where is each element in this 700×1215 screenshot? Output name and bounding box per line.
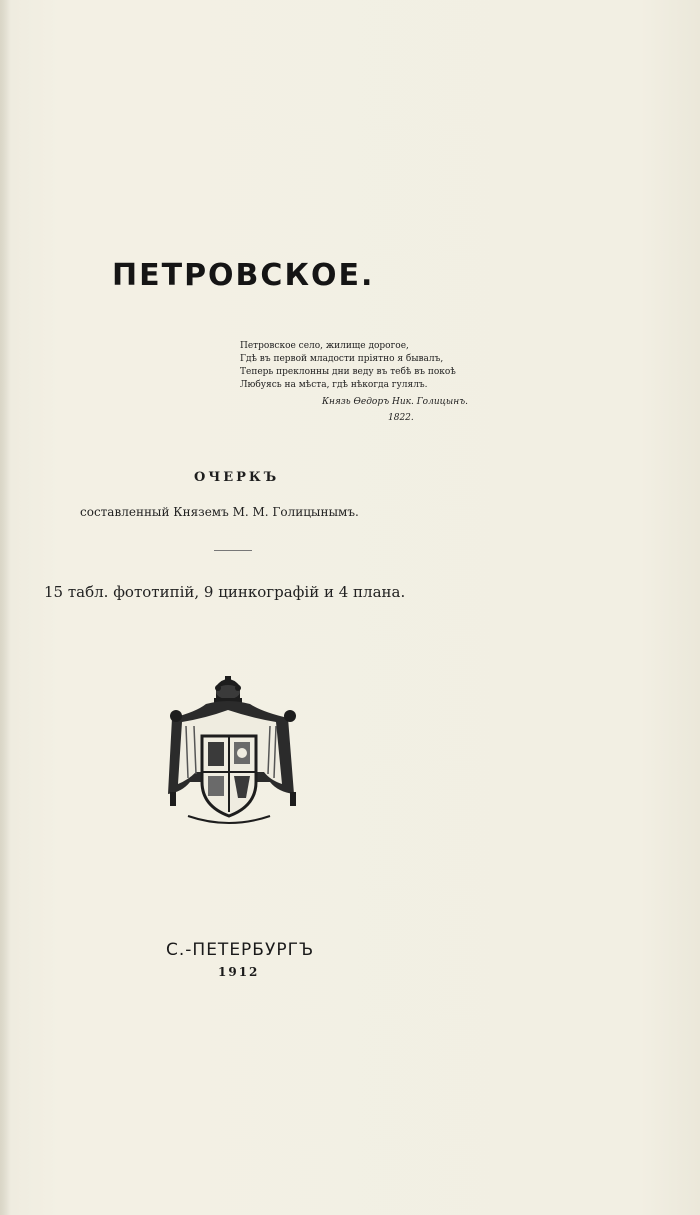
epigraph-author: Князь Ѳедоръ Ник. Голицынъ. <box>322 397 469 407</box>
coat-of-arms-icon <box>166 674 304 826</box>
divider <box>214 550 252 551</box>
illustrations-note: 15 табл. фототипiй, 9 цинкографiй и 4 плана. <box>44 583 406 601</box>
epigraph-year: 1822. <box>388 413 414 423</box>
epigraph-line: Гдѣ въ первой младости прiятно я бывалъ, <box>240 354 444 364</box>
epigraph-line: Теперь преклонны дни веду въ тебѣ въ покоѣ <box>240 367 456 377</box>
book-title: ПЕТРОВСКОЕ. <box>112 258 375 293</box>
imprint-city: С.-ПЕТЕРБУРГЪ <box>166 940 315 960</box>
epigraph-line: Петровское село, жилище дорогое, <box>240 341 409 351</box>
epigraph-line: Любуясь на мѣста, гдѣ нѣкогда гулялъ. <box>240 380 428 390</box>
epigraph <box>240 340 530 425</box>
page-fold-shadow <box>0 0 10 1215</box>
compiled-by: составленный Княземъ М. М. Голицынымъ. <box>80 505 359 519</box>
essay-label: ОЧЕРКЪ <box>194 470 280 485</box>
imprint-year: 1912 <box>218 965 260 979</box>
